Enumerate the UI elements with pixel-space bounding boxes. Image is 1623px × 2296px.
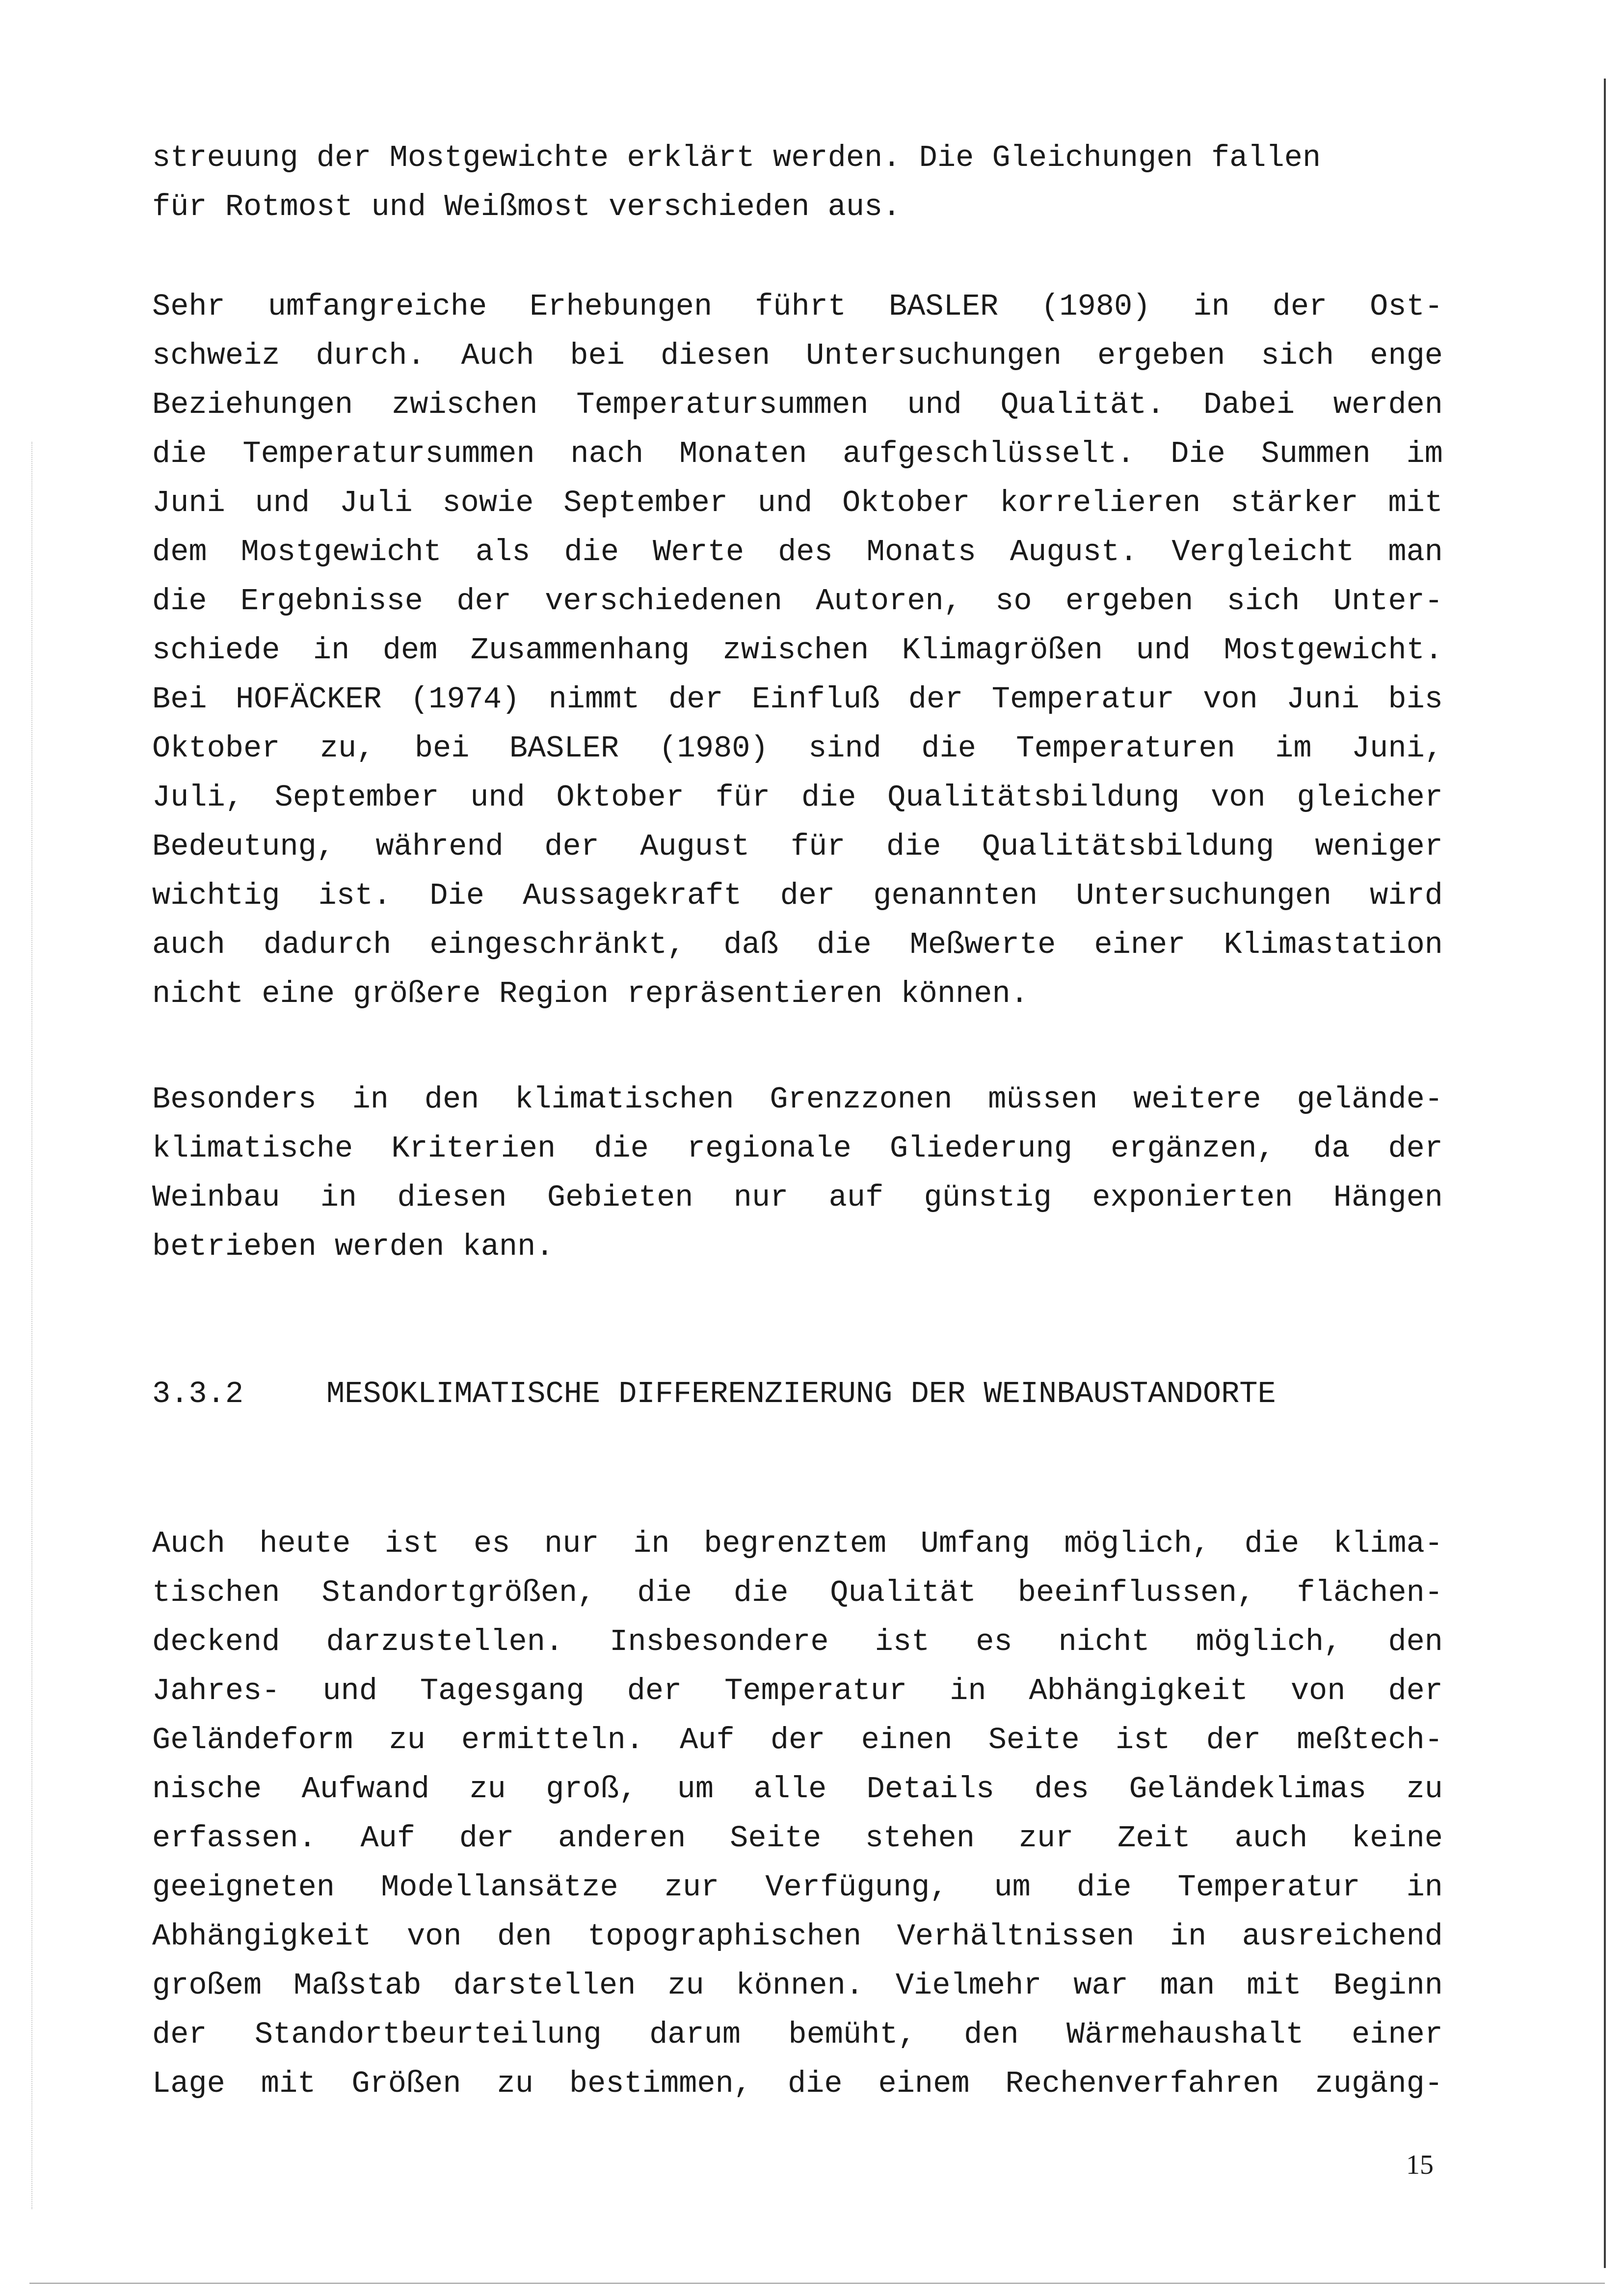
section-paragraph (152, 1519, 1443, 2108)
text-line: tischen Standortgrößen, die die Qualität beeinflussen, flächen- (152, 1575, 1443, 1610)
page-number: 15 (1406, 2150, 1434, 2180)
text-line: streuung der Mostgewichte erklärt werden. Die Gleichungen fallen (152, 140, 1321, 175)
text-line: Juli, September und Oktober für die Qualitätsbildung von gleicher (152, 780, 1443, 815)
section-title: MESOKLIMATISCHE DIFFERENZIERUNG DER WEINBAUSTANDORTE (326, 1377, 1276, 1411)
text-line: Juni und Juli sowie September und Oktober korrelieren stärker mit (152, 486, 1443, 520)
text-line: die Ergebnisse der verschiedenen Autoren, so ergeben sich Unter- (152, 584, 1443, 619)
scan-edge-line (1604, 79, 1606, 2268)
text-line: Jahres- und Tagesgang der Temperatur in Abhängigkeit von der (152, 1674, 1443, 1708)
text-line: schiede in dem Zusammenhang zwischen Klimagrößen und Mostgewicht. (152, 633, 1443, 668)
scan-bottom-line (29, 2283, 1605, 2284)
text-line: Oktober zu, bei BASLER (1980) sind die Temperaturen im Juni, (152, 731, 1443, 766)
text-line: großem Maßstab darstellen zu können. Vielmehr war man mit Beginn (152, 1968, 1443, 2003)
paragraph-1 (152, 134, 1443, 232)
section-heading (152, 1370, 1276, 1419)
section-number: 3.3.2 (152, 1377, 244, 1411)
text-line: die Temperatursummen nach Monaten aufgeschlüsselt. Die Summen im (152, 436, 1443, 471)
text-line: Bedeutung, während der August für die Qualitätsbildung weniger (152, 829, 1443, 864)
scan-margin-dots (31, 442, 33, 2209)
text-line: der Standortbeurteilung darum bemüht, den Wärmehaushalt einer (152, 2017, 1443, 2052)
paragraph-3 (152, 1075, 1443, 1271)
text-line: Geländeform zu ermitteln. Auf der einen Seite ist der meßtech- (152, 1723, 1443, 1757)
text-line: nische Aufwand zu groß, um alle Details des Geländeklimas zu (152, 1772, 1443, 1807)
text-line: erfassen. Auf der anderen Seite stehen zur Zeit auch keine (152, 1821, 1443, 1856)
text-line: Lage mit Größen zu bestimmen, die einem Rechenverfahren zugäng- (152, 2066, 1443, 2101)
text-line: nicht eine größere Region repräsentieren können. (152, 976, 1029, 1011)
text-line: Abhängigkeit von den topographischen Verhältnissen in ausreichend (152, 1919, 1443, 1954)
text-line: schweiz durch. Auch bei diesen Untersuchungen ergeben sich enge (152, 338, 1443, 373)
text-line: auch dadurch eingeschränkt, daß die Meßwerte einer Klimastation (152, 927, 1443, 962)
text-line: wichtig ist. Die Aussagekraft der genannten Untersuchungen wird (152, 878, 1443, 913)
text-line: deckend darzustellen. Insbesondere ist es nicht möglich, den (152, 1624, 1443, 1659)
text-line: Besonders in den klimatischen Grenzzonen müssen weitere gelände- (152, 1082, 1443, 1117)
text-line: Weinbau in diesen Gebieten nur auf günstig exponierten Hängen (152, 1180, 1443, 1215)
text-line: geeigneten Modellansätze zur Verfügung, um die Temperatur in (152, 1870, 1443, 1905)
text-line: betrieben werden kann. (152, 1229, 554, 1264)
text-line: Auch heute ist es nur in begrenztem Umfang möglich, die klima- (152, 1526, 1443, 1561)
text-line: Sehr umfangreiche Erhebungen führt BASLER (1980) in der Ost- (152, 289, 1443, 324)
paragraph-2 (152, 282, 1443, 1019)
text-line: für Rotmost und Weißmost verschieden aus. (152, 189, 901, 224)
text-line: Beziehungen zwischen Temperatursummen und Qualität. Dabei werden (152, 387, 1443, 422)
text-line: klimatische Kriterien die regionale Gliederung ergänzen, da der (152, 1131, 1443, 1166)
text-line: Bei HOFÄCKER (1974) nimmt der Einfluß der Temperatur von Juni bis (152, 682, 1443, 717)
text-line: dem Mostgewicht als die Werte des Monats August. Vergleicht man (152, 535, 1443, 569)
